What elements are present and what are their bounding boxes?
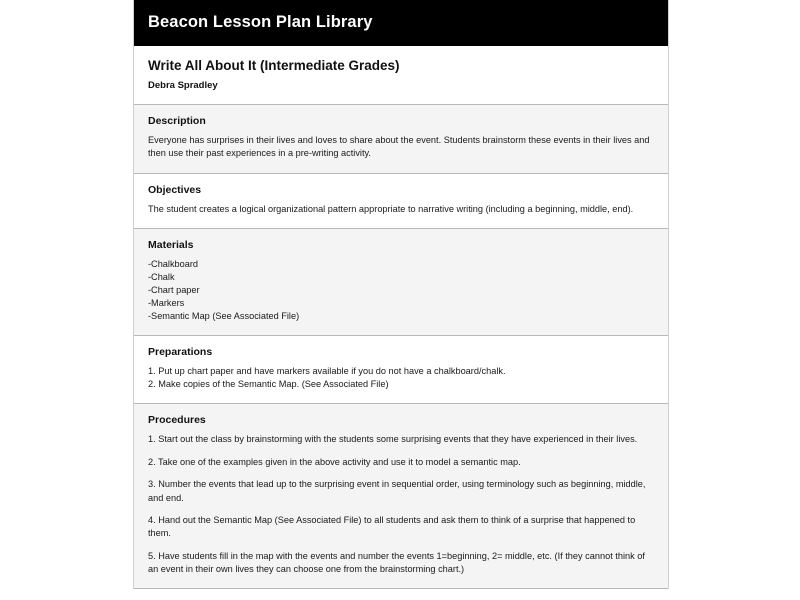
list-item: -Chart paper [148,285,200,296]
paragraph: Everyone has surprises in their lives and loves to share about the event. Students brainstorm these events in their lives and then use their past experiences in a pre-writing activity. [148,135,650,159]
library-title: Beacon Lesson Plan Library [148,13,373,31]
list-item: -Markers [148,298,185,309]
section-body [148,365,654,391]
section-body [148,203,654,216]
section-procedures [134,404,668,589]
paragraph: 5. Have students fill in the map with the events and number the events 1=beginning, 2= middle, etc. (If they cannot think of an event in their own lives they can choose one from the brainstorming chart.) [148,550,645,574]
library-title-bar [134,0,668,46]
list-item: -Semantic Map (See Associated File) [148,311,300,322]
lesson-title: Write All About It (Intermediate Grades) [148,58,400,73]
section-description [134,105,668,174]
list-item: 2. Make copies of the Semantic Map. (See Associated File) [148,379,389,390]
lesson-header [134,46,668,105]
section-objectives [134,174,668,229]
section-heading: Procedures [148,414,206,427]
section-preparations [134,336,668,404]
paragraph: The student creates a logical organizational pattern appropriate to narrative writing (including a beginning, middle, end). [148,203,634,214]
paragraph: 2. Take one of the examples given in the above activity and use it to model a semantic map. [148,456,521,467]
paragraph: 4. Hand out the Semantic Map (See Associated File) to all students and ask them to think of a surprise that happened to them. [148,514,636,539]
section-heading: Preparations [148,346,213,359]
list-item: -Chalk [148,272,175,283]
section-body [148,433,654,576]
paragraph: 3. Number the events that lead up to the surprising event in sequential order, using terminology such as beginning, middle, and end. [148,479,646,503]
list-item: 1. Put up chart paper and have markers available if you do not have a chalkboard/chalk. [148,366,506,377]
section-heading: Description [148,115,206,127]
list-item: -Chalkboard [148,259,199,270]
section-body [148,134,654,161]
section-heading: Materials [148,239,194,252]
section-body [148,258,654,323]
lesson-author: Debra Spradley [148,80,218,91]
paragraph: 1. Start out the class by brainstorming with the students some surprising events that they have experienced in their lives. [148,434,638,445]
section-heading: Objectives [148,183,202,196]
lesson-plan-document [133,0,669,589]
section-materials [134,229,668,336]
